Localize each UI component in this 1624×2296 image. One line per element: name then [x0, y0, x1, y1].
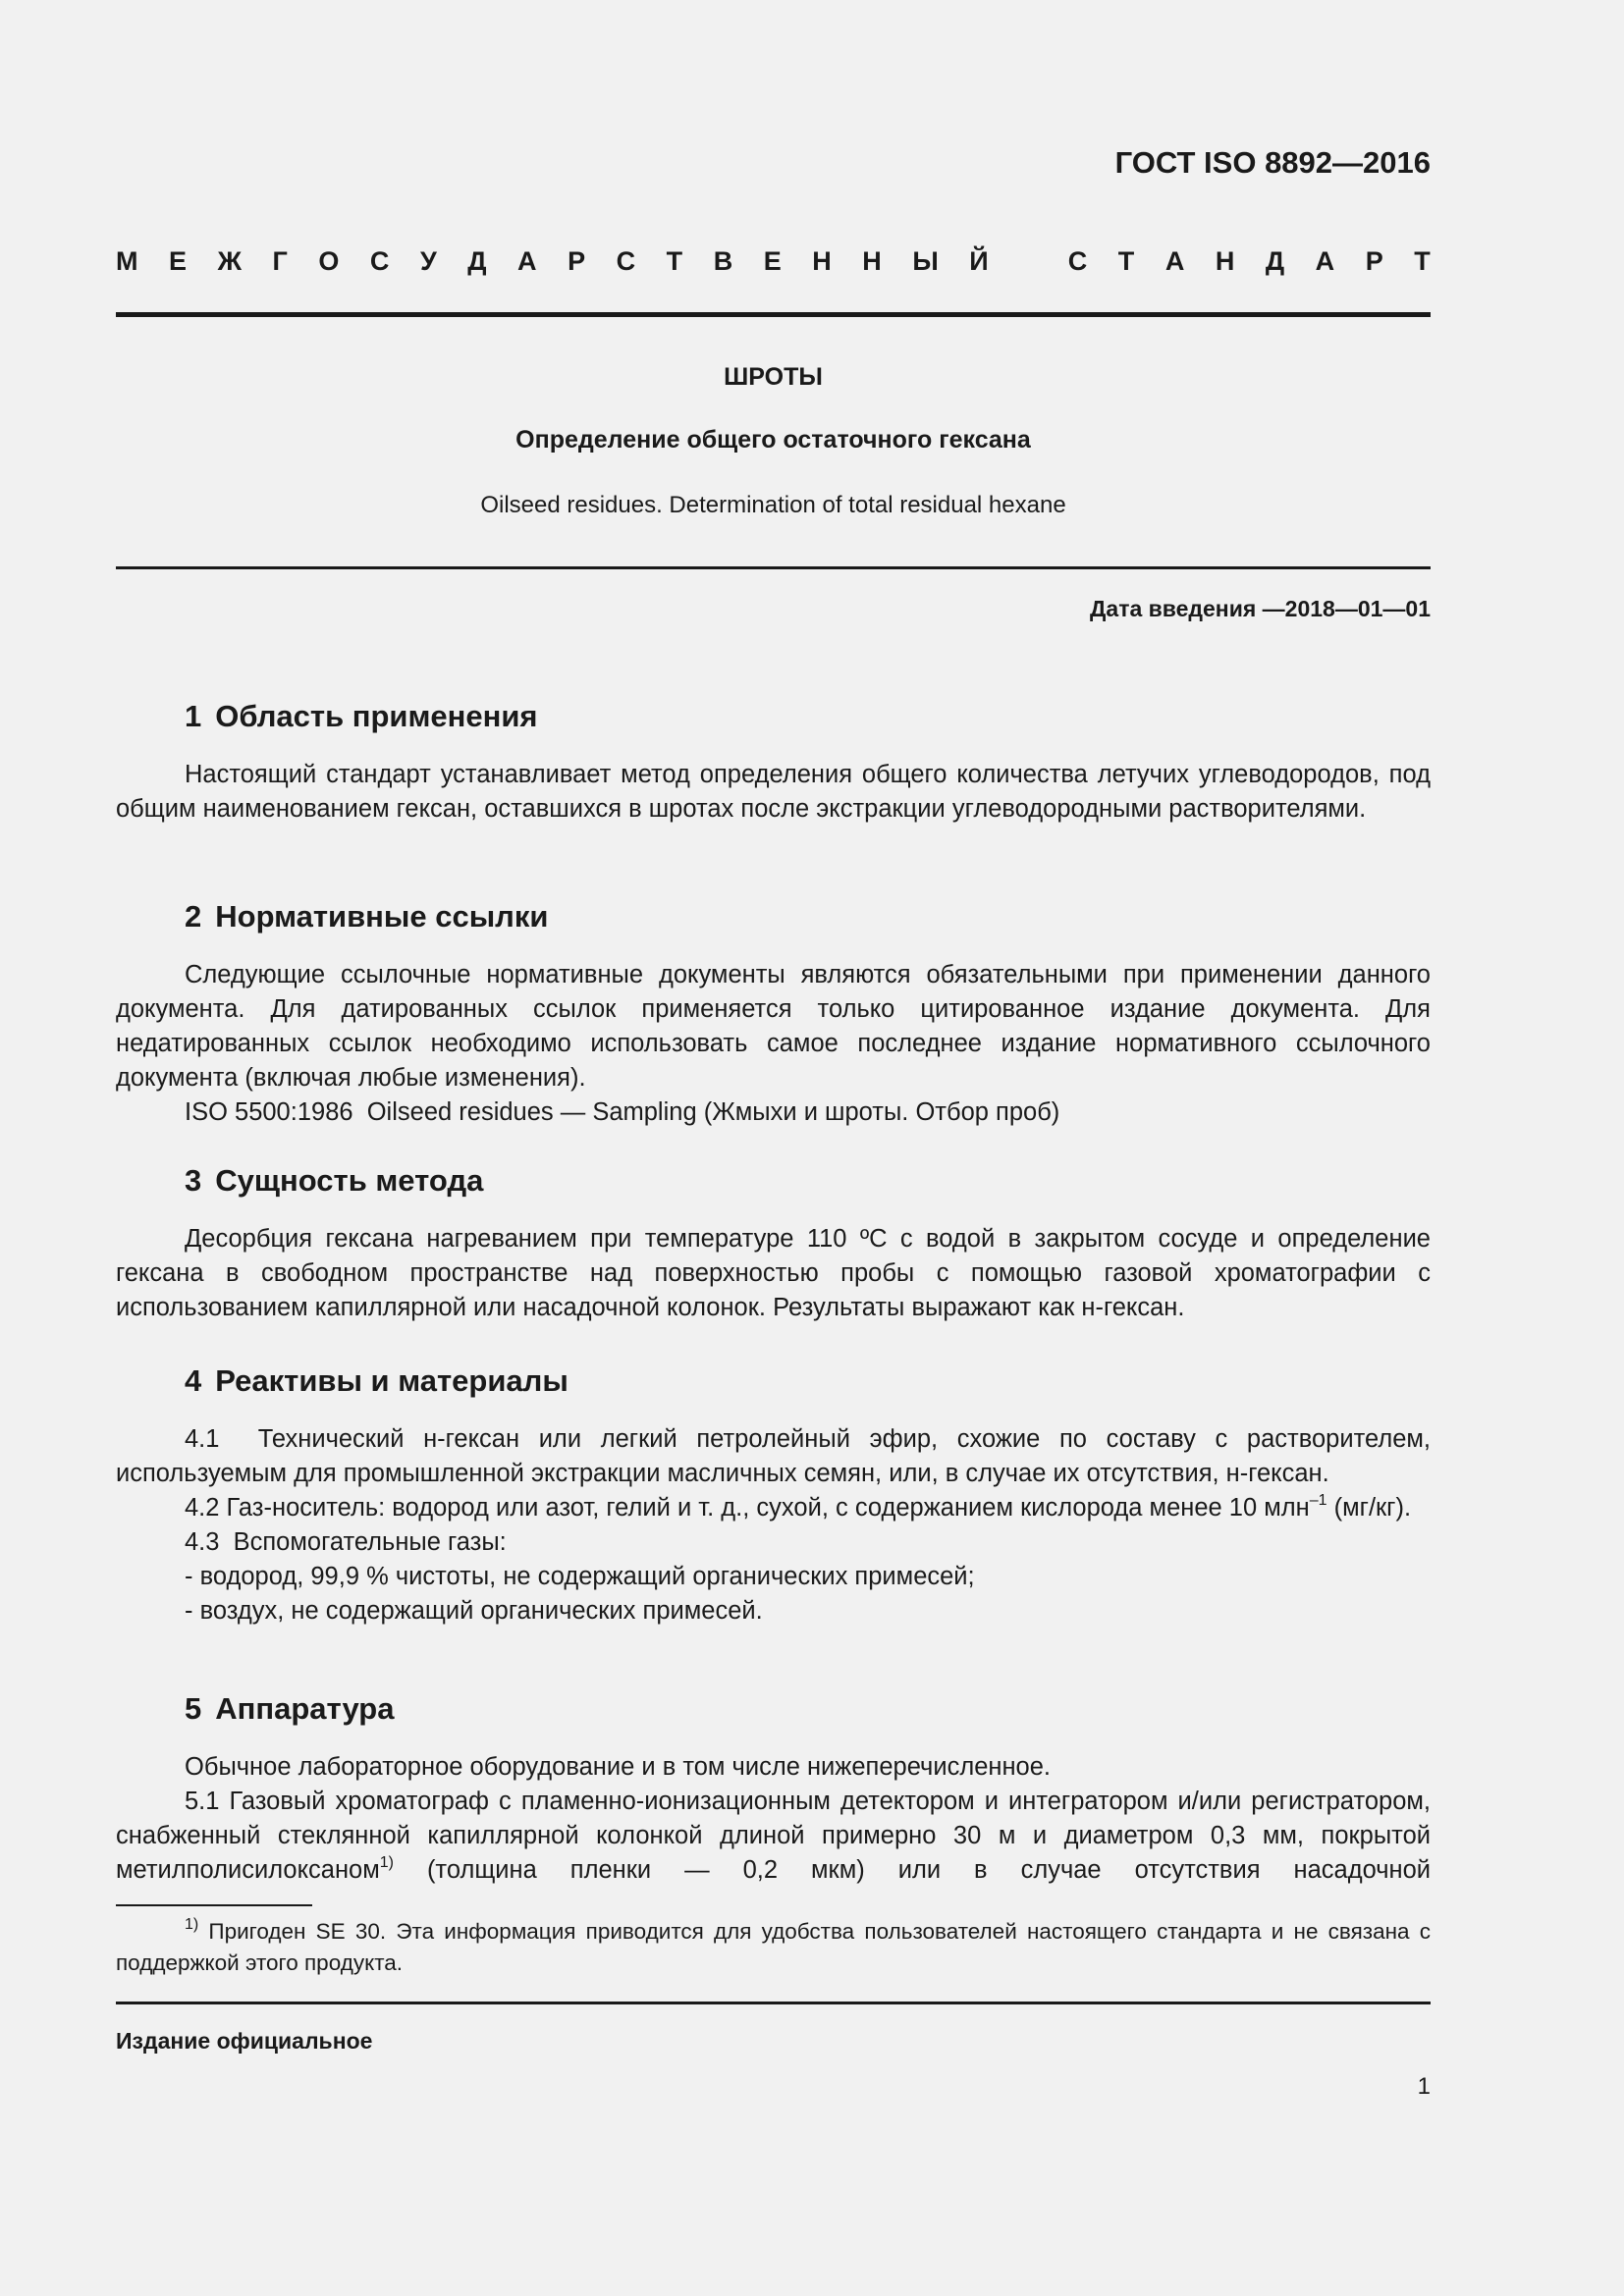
- paragraph-text: 4.2 Газ-носитель: водород или азот, гелий и т. д., сухой, с содержанием кислорода менее 10 млн: [185, 1494, 1310, 1522]
- page-number: 1: [1417, 2073, 1431, 2100]
- section-body-2: [116, 958, 1431, 1130]
- section-title: Сущность метода: [215, 1163, 484, 1198]
- banner-letter: О: [318, 246, 340, 276]
- section-number: 1: [185, 699, 202, 733]
- section-title: Реактивы и материалы: [215, 1363, 568, 1398]
- section-heading-3: [185, 1163, 483, 1199]
- paragraph: Десорбция гексана нагреванием при температуре 110 ºС с водой в закрытом сосуде и определение гексана в свободном пространстве над поверхностью пробы с помощью газовой хроматографии с использованием капиллярной или насадочной колонок. Результаты выражают как н-гексан.: [116, 1225, 1431, 1321]
- banner-letter: Р: [1365, 246, 1383, 276]
- section-body-3: [116, 1222, 1431, 1325]
- section-number: 5: [185, 1691, 202, 1726]
- banner-letter: Ж: [217, 246, 242, 276]
- section-number: 3: [185, 1163, 202, 1198]
- banner-letter: Т: [666, 246, 683, 276]
- banner-letter: Ы: [912, 246, 939, 276]
- banner-letter: Д: [1265, 246, 1285, 276]
- banner-letter: Й: [969, 246, 989, 276]
- footnote: [116, 1916, 1431, 1979]
- section-body-5: [116, 1750, 1431, 1888]
- banner-letter: А: [1315, 246, 1335, 276]
- banner-letter: С: [369, 246, 390, 276]
- section-body-4: [116, 1422, 1438, 1629]
- section-heading-2: [185, 899, 548, 934]
- standard-number: ГОСТ ISO 8892—2016: [1114, 145, 1431, 180]
- section-body-1: [116, 758, 1431, 827]
- banner-letter: Н: [862, 246, 882, 276]
- section-title: Область применения: [215, 699, 538, 733]
- banner-letter: Г: [272, 246, 288, 276]
- banner-letter: А: [517, 246, 537, 276]
- paragraph-text: (мг/кг).: [1326, 1494, 1412, 1522]
- paragraph: 4.3 Вспомогательные газы:: [185, 1528, 507, 1556]
- banner-letter: М: [116, 246, 138, 276]
- english-title: Oilseed residues. Determination of total residual hexane: [480, 492, 1066, 518]
- section-heading-4: [185, 1363, 568, 1399]
- superscript: –1: [1309, 1491, 1327, 1509]
- banner-letter: Т: [1117, 246, 1135, 276]
- banner-letter: В: [713, 246, 733, 276]
- introduction-date: Дата введения —2018—01—01: [1090, 596, 1431, 621]
- document-title: ШРОТЫ: [724, 363, 823, 391]
- banner-letter: С: [616, 246, 636, 276]
- footnote-divider: [116, 1904, 312, 1906]
- paragraph: [116, 1491, 1431, 1525]
- section-title: Аппаратура: [215, 1691, 395, 1726]
- footnote-body: Пригоден SE 30. Эта информация приводится для удобства пользователей настоящего стандарта и не связана с поддержкой этого продукта.: [116, 1919, 1431, 1975]
- edition-label: Издание официальное: [116, 2028, 373, 2054]
- banner-letter: Е: [763, 246, 782, 276]
- section-heading-1: [185, 699, 538, 734]
- paragraph: Обычное лабораторное оборудование и в том числе нижеперечисленное.: [185, 1753, 1051, 1781]
- paragraph: [116, 1785, 1431, 1888]
- banner-letter: Р: [568, 246, 586, 276]
- footer-divider: [116, 2002, 1431, 2004]
- document-subtitle: Определение общего остаточного гексана: [515, 426, 1031, 454]
- paragraph-text: 5.1 Газовый хроматограф с пламенно-ионизационным детектором и интегратором и/или регистратором, снабженный стеклянной капиллярной колонкой длиной примерно 30 м и диаметром 0,3 мм, покрытой метилполисилоксаном: [116, 1788, 1431, 1884]
- footnote-mark: 1): [379, 1853, 394, 1871]
- banner-letter: С: [1067, 246, 1088, 276]
- paragraph-text: (толщина пленки — 0,2 мкм) или в случае отсутствия насадочной: [393, 1856, 1431, 1884]
- section-number: 4: [185, 1363, 202, 1398]
- standard-type-banner: [116, 246, 1431, 277]
- header-divider: [116, 312, 1431, 317]
- banner-letter: Н: [1215, 246, 1235, 276]
- list-item: - водород, 99,9 % чистоты, не содержащий органических примесей;: [185, 1563, 975, 1590]
- banner-letter: Н: [812, 246, 832, 276]
- paragraph: 4.1 Технический н-гексан или легкий петролейный эфир, схожие по составу с растворителем, используемым для промышленной экстракции масличных семян, или, в случае их отсутствия, н-гексан.: [116, 1425, 1438, 1487]
- list-item: - воздух, не содержащий органических примесей.: [185, 1597, 763, 1625]
- banner-letter: А: [1164, 246, 1185, 276]
- banner-letter: Т: [1414, 246, 1431, 276]
- section-title: Нормативные ссылки: [215, 899, 549, 934]
- title-divider: [116, 566, 1431, 569]
- banner-letter: Е: [169, 246, 188, 276]
- section-heading-5: [185, 1691, 394, 1727]
- reference-item: ISO 5500:1986 Oilseed residues — Sampling (Жмыхи и шроты. Отбор проб): [185, 1098, 1060, 1126]
- paragraph: Следующие ссылочные нормативные документы являются обязательными при применении данного документа. Для датированных ссылок применяется только цитированное издание документа. Для недатированных ссылок необходимо использовать самое последнее издание нормативного ссылочного документа (включая любые изменения).: [116, 961, 1431, 1092]
- paragraph: Настоящий стандарт устанавливает метод определения общего количества летучих углеводородов, под общим наименованием гексан, оставшихся в шротах после экстракции углеводородными растворителями.: [116, 761, 1431, 823]
- banner-letter: У: [419, 246, 437, 276]
- footnote-text: [116, 1916, 1431, 1979]
- banner-gap: [1019, 246, 1037, 277]
- banner-letter: Д: [467, 246, 487, 276]
- footnote-mark: 1): [185, 1915, 199, 1933]
- section-number: 2: [185, 899, 202, 934]
